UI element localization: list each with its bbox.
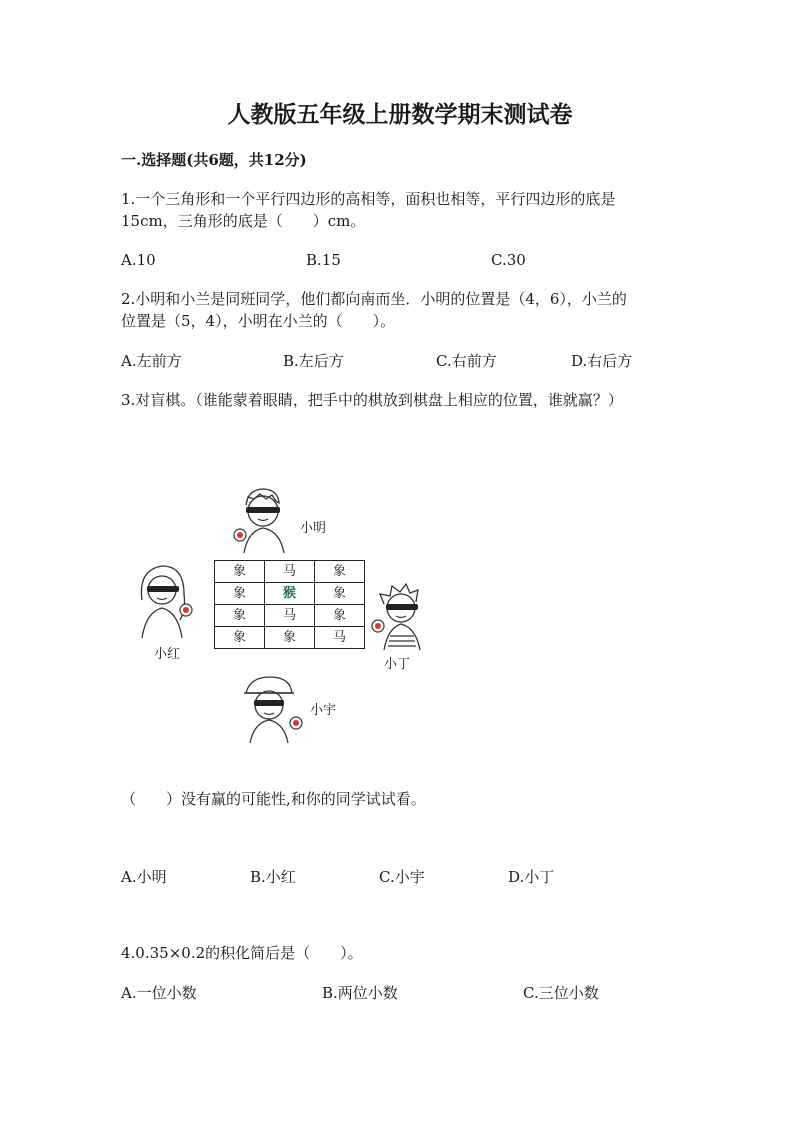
question-4-option-b[interactable]: B.两位小数: [322, 984, 398, 1002]
board-cell: 象: [215, 605, 265, 627]
blind-chess-figure: [120, 475, 440, 750]
question-3-option-c[interactable]: C.小宇: [379, 868, 425, 886]
question-2-option-b[interactable]: B.左后方: [283, 352, 344, 370]
person-top-illustration: [228, 483, 298, 553]
section-heading: 一.选择题(共6题，共12分): [121, 151, 307, 169]
question-2-text-line-2: 位置是（5，4），小明在小兰的（ ）。: [121, 312, 396, 330]
question-3-option-b[interactable]: B.小红: [250, 868, 296, 886]
question-3-text-line-2: （ ）没有赢的可能性,和你的同学试试看。: [121, 790, 426, 808]
person-label-right: 小丁: [384, 657, 411, 672]
question-1-text-line-2: 15cm，三角形的底是（ ）cm。: [121, 212, 366, 230]
board-cell: 马: [315, 627, 365, 649]
question-2-text-line-1: 2.小明和小兰是同班同学，他们都向南而坐．小明的位置是（4，6），小兰的: [121, 290, 627, 308]
board-cell: 象: [315, 583, 365, 605]
page-title: 人教版五年级上册数学期末测试卷: [227, 101, 573, 128]
question-2-option-d[interactable]: D.右后方: [571, 352, 633, 370]
question-4-option-a[interactable]: A.一位小数: [121, 984, 197, 1002]
person-label-left: 小红: [154, 647, 181, 662]
question-2-option-c[interactable]: C.右前方: [436, 352, 497, 370]
question-2-option-a[interactable]: A.左前方: [121, 352, 182, 370]
question-3-option-a[interactable]: A.小明: [121, 868, 167, 886]
question-4-text: 4.0.35×0.2的积化简后是（ ）。: [121, 944, 363, 962]
person-left-illustration: [132, 560, 202, 640]
board-cell: 象: [215, 561, 265, 583]
board-cell: 象: [315, 605, 365, 627]
question-1-option-b[interactable]: B.15: [306, 251, 341, 269]
board-cell: 象: [215, 627, 265, 649]
question-1-text-line-1: 1.一个三角形和一个平行四边形的高相等，面积也相等，平行四边形的底是: [121, 190, 616, 208]
board-cell-highlighted: 猴: [265, 583, 315, 605]
board-cell: 马: [265, 561, 315, 583]
question-3-text-line-1: 3.对盲棋。（谁能蒙着眼睛，把手中的棋放到棋盘上相应的位置，谁就赢？）: [121, 391, 623, 409]
board-cell: 马: [265, 605, 315, 627]
question-1-option-a[interactable]: A.10: [121, 251, 156, 269]
person-label-top: 小明: [300, 521, 327, 536]
person-label-bottom: 小宇: [310, 703, 337, 718]
person-right-illustration: [370, 578, 432, 650]
question-3-option-d[interactable]: D.小丁: [508, 868, 555, 886]
board-cell: 象: [315, 561, 365, 583]
question-1-option-c[interactable]: C.30: [491, 251, 526, 269]
person-bottom-illustration: [232, 673, 306, 743]
question-4-option-c[interactable]: C.三位小数: [523, 984, 599, 1002]
chess-board: [214, 560, 365, 649]
board-cell: 象: [265, 627, 315, 649]
board-cell: 象: [215, 583, 265, 605]
